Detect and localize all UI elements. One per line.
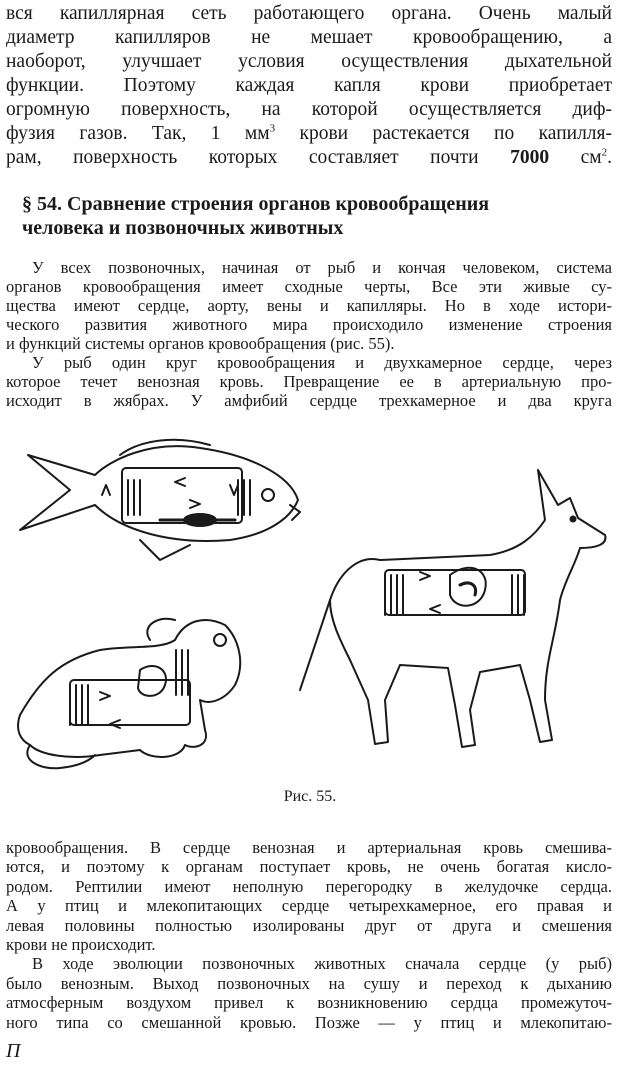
text-line: А у птиц и млекопитающих сердце четырехкамерное, его правая и bbox=[6, 896, 612, 916]
text-line: фузия газов. Так, 1 $мм^3$ крови растекается по капилля- bbox=[6, 122, 612, 144]
text-line: ного типа со смешанной кровью. Позже — у птиц и млекопитаю- bbox=[6, 1012, 612, 1032]
text-line: огромную поверхность, на которой осуществляется диф- bbox=[6, 99, 612, 120]
dog-capillaries bbox=[385, 575, 524, 615]
text-line: ческого развития животного мира происходило изменение строения bbox=[6, 315, 612, 334]
section-heading bbox=[22, 192, 489, 240]
paragraph-intro bbox=[6, 2, 612, 170]
text-line: В ходе эволюции позвоночных животных сначала сердце (у рыб) bbox=[32, 954, 612, 974]
text-line: диаметр капилляров не мешает кровообращению, а bbox=[6, 27, 612, 48]
fish-illustration bbox=[20, 440, 300, 560]
text-line: кровообращения. В сердце венозная и артериальная кровь смешива- bbox=[6, 838, 612, 857]
text-line: У всех позвоночных, начиная от рыб и кончая человеком, система bbox=[32, 258, 612, 277]
text-line: было венозным. Выход позвоночных на сушу и переход к дыханию bbox=[6, 973, 612, 993]
dog-illustration bbox=[300, 470, 605, 747]
frog-capillaries bbox=[70, 650, 188, 725]
text-line: органов кровообращения имеет сходные черты, Все эти живые су- bbox=[6, 277, 612, 296]
text-line: ются, и поэтому к органам поступает кровь, не очень богатая кисло- bbox=[6, 857, 612, 877]
text-line: У рыб один круг кровообращения и двухкамерное сердце, через bbox=[32, 353, 612, 372]
section-heading-line2: человека и позвоночных животных bbox=[22, 217, 344, 239]
page-marker: П bbox=[6, 1040, 21, 1062]
text-line: крови не происходит. bbox=[6, 935, 156, 955]
section-heading-line1: § 54. Сравнение строения органов кровообращения bbox=[22, 193, 490, 215]
text-line: левая половины полностью изолированы друг от друга и смешения bbox=[6, 915, 612, 935]
paragraph-evolution bbox=[6, 838, 612, 1032]
text-line: рам, поверхность которых составляет почти 7000 $см^2$. bbox=[6, 146, 612, 168]
paragraph-vertebrates bbox=[6, 258, 612, 410]
frog-illustration bbox=[18, 619, 240, 769]
text-line: наоборот, улучшает условия осуществления дыхательной bbox=[6, 51, 612, 72]
text-line: родом. Рептилии имеют неполную перегородку в желудочке сердца. bbox=[6, 876, 612, 896]
text-line: и функций системы органов кровообращения (рис. 55). bbox=[6, 334, 395, 353]
text-line: функции. Поэтому каждая капля крови приобретает bbox=[6, 75, 612, 96]
text-line: щества имеют сердце, аорту, вены и капилляры. Но в ходе истори- bbox=[6, 296, 612, 315]
text-line: которое течет венозная кровь. Превращение ее в артериальную про- bbox=[6, 372, 612, 391]
text-line: атмосферным воздухом привел к возникновению сердца промежуточ- bbox=[6, 993, 612, 1013]
figure-55 bbox=[0, 415, 620, 770]
text-line: исходит в жябрах. У амфибий сердце трехкамерное и два круга bbox=[6, 391, 612, 410]
text-line: вся капиллярная сеть работающего органа. Очень малый bbox=[6, 3, 612, 24]
figure-caption: Рис. 55. bbox=[283, 788, 337, 805]
